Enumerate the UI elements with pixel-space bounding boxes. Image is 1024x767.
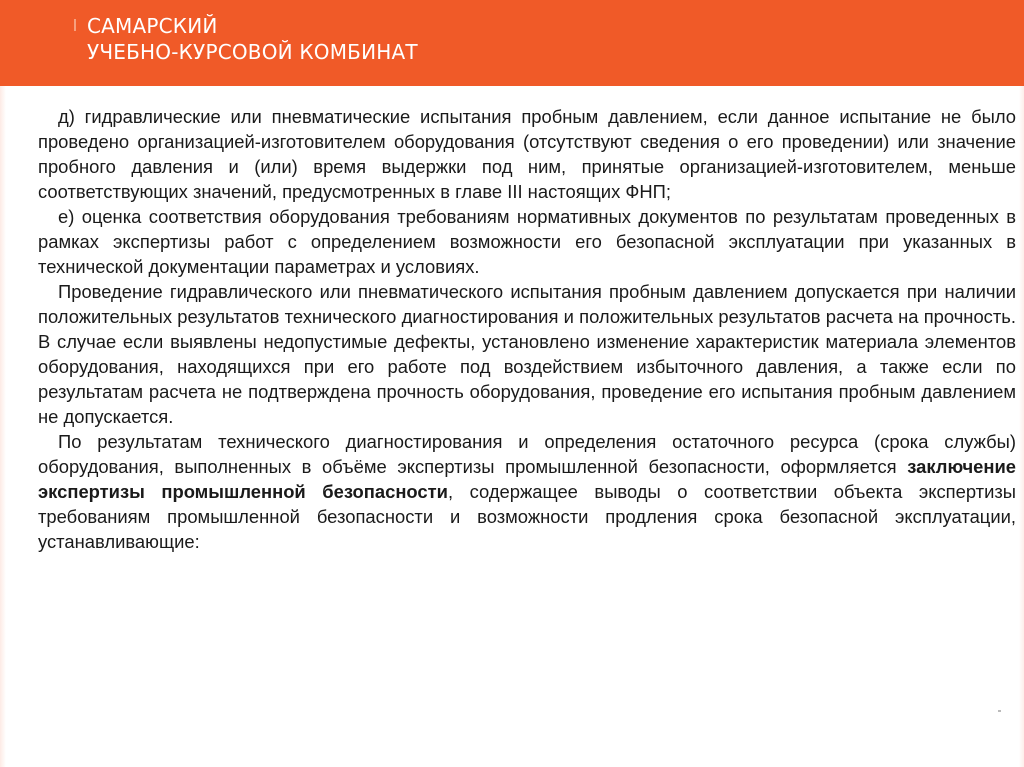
conclusion-text-after: , содержащее выводы о соответствии объекта экспертизы требованиям промышленной безопасности и возможности продления срока безопасной эксплуатации, устанавливающие: bbox=[38, 481, 1017, 552]
paragraph-e: е) оценка соответствия оборудования требованиям нормативных документов по результатам проведенных в рамках экспертизы работ с определением возможности его безопасной эксплуатации при указанных в технической документации параметрах и условиях. bbox=[38, 206, 1016, 277]
brand-name-line-1: САМАРСКИЙ bbox=[87, 14, 218, 38]
header-bar bbox=[0, 0, 1024, 86]
decorative-dot bbox=[998, 710, 1001, 712]
paragraph-conclusion bbox=[38, 429, 1016, 554]
conclusion-text-before: По результатам технического диагностирования и определения остаточного ресурса (срока службы) оборудования, выполненных в объёме экспертизы промышленной безопасности, оформляется bbox=[38, 431, 1016, 477]
brand-name-line-2: УЧЕБНО-КУРСОВОЙ КОМБИНАТ bbox=[87, 40, 418, 64]
paragraph-d: д) гидравлические или пневматические испытания пробным давлением, если данное испытание не было проведено организацией-изготовителем оборудования (отсутствуют сведения о его проведении) или значение пробного давления и (или) время выдержки под ним, принятые организацией-изготовителем, меньше соответствующих значений, предусмотренных в главе III настоящих ФНП; bbox=[38, 106, 1016, 202]
header-accent-mark bbox=[74, 19, 76, 31]
paragraph-testing-conditions: Проведение гидравлического или пневматического испытания пробным давлением допускается при наличии положительных результатов технического диагностирования и положительных результатов расчета на прочность. В случае если выявлены недопустимые дефекты, установлено изменение характеристик материала элементов оборудования, находящихся при его работе под воздействием избыточного давления, а также если по результатам расчета не подтверждена прочность оборудования, проведение его испытания пробным давлением не допускается. bbox=[38, 281, 1016, 427]
conclusion-bold-term: заключение экспертизы промышленной безопасности bbox=[38, 456, 1016, 502]
document-text bbox=[38, 104, 1016, 554]
